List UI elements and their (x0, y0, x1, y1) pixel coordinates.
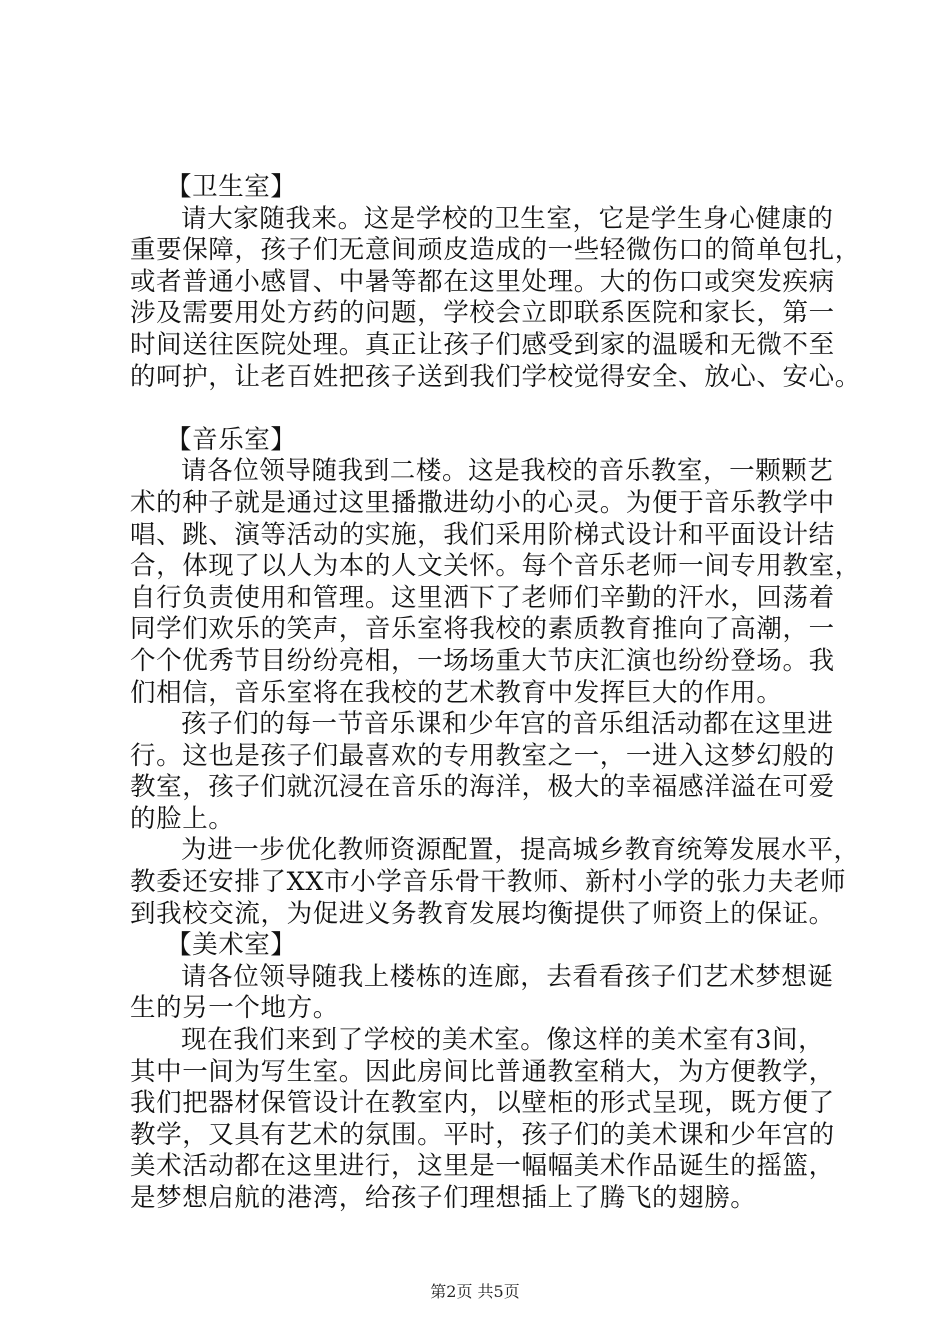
page-number-footer: 第2页 共5页 (430, 1282, 520, 1301)
paragraph-line: 行。这也是孩子们最喜欢的专用教室之一，一进入这梦幻般的 (130, 740, 835, 771)
paragraph-line: 术的种子就是通过这里播撒进幼小的心灵。为便于音乐教学中 (130, 487, 835, 518)
paragraph-line: 自行负责使用和管理。这里洒下了老师们辛勤的汗水，回荡着 (130, 582, 835, 613)
paragraph-line: 的呵护，让老百姓把孩子送到我们学校觉得安全、放心、安心。 (130, 361, 861, 392)
paragraph-line: 生的另一个地方。 (130, 993, 339, 1024)
paragraph-line: 孩子们的每一节音乐课和少年宫的音乐组活动都在这里进 (181, 709, 834, 740)
paragraph-line: 教委还安排了XX市小学音乐骨干教师、新村小学的张力夫老师 (130, 867, 847, 898)
paragraph-line: 教学，又具有艺术的氛围。平时，孩子们的美术课和少年宫的 (130, 1119, 835, 1150)
document-body (130, 172, 861, 1215)
paragraph-line: 们相信，音乐室将在我校的艺术教育中发挥巨大的作用。 (130, 677, 783, 708)
section-spacer (130, 393, 850, 425)
paragraph-line: 重要保障，孩子们无意间顽皮造成的一些轻微伤口的简单包扎， (130, 235, 861, 266)
paragraph-line: 是梦想启航的港湾，给孩子们理想插上了腾飞的翅膀。 (130, 1183, 757, 1213)
paragraph-line: 教室，孩子们就沉浸在音乐的海洋，极大的幸福感洋溢在可爱 (130, 772, 835, 803)
paragraph-line: 到我校交流，为促进义务教育发展均衡提供了师资上的保证。 (130, 898, 835, 929)
paragraph-line: 的脸上。 (130, 803, 235, 834)
paragraph-line: 请各位领导随我上楼栋的连廊，去看看孩子们艺术梦想诞 (181, 961, 834, 992)
paragraph-line: 现在我们来到了学校的美术室。像这样的美术室有3间， (181, 1025, 825, 1056)
section-heading-music: 【音乐室】 (166, 424, 297, 455)
paragraph-line: 时间送往医院处理。真正让孩子们感受到家的温暖和无微不至 (130, 329, 835, 360)
section-heading-art: 【美术室】 (166, 930, 297, 961)
paragraph-line: 同学们欢乐的笑声，音乐室将我校的素质教育推向了高潮，一 (130, 614, 835, 645)
paragraph-line: 唱、跳、演等活动的实施，我们采用阶梯式设计和平面设计结 (130, 519, 835, 550)
paragraph-line: 为进一步优化教师资源配置，提高城乡教育统筹发展水平， (181, 835, 860, 866)
paragraph-line: 请各位领导随我到二楼。这是我校的音乐教室，一颗颗艺 (181, 456, 834, 487)
section-heading-clinic: 【卫生室】 (166, 172, 297, 202)
paragraph-line: 请大家随我来。这是学校的卫生室，它是学生身心健康的 (181, 203, 834, 234)
paragraph-line: 合，体现了以人为本的人文关怀。每个音乐老师一间专用教室， (130, 551, 861, 582)
paragraph-line: 个个优秀节目纷纷亮相，一场场重大节庆汇演也纷纷登场。我 (130, 645, 835, 676)
paragraph-line: 我们把器材保管设计在教室内，以壁柜的形式呈现，既方便了 (130, 1088, 835, 1119)
paragraph-line: 或者普通小感冒、中暑等都在这里处理。大的伤口或突发疾病 (130, 266, 835, 297)
paragraph-line: 美术活动都在这里进行，这里是一幅幅美术作品诞生的摇篮， (130, 1151, 835, 1182)
paragraph-line: 涉及需要用处方药的问题，学校会立即联系医院和家长，第一 (130, 298, 835, 329)
paragraph-line: 其中一间为写生室。因此房间比普通教室稍大，为方便教学， (130, 1056, 835, 1087)
